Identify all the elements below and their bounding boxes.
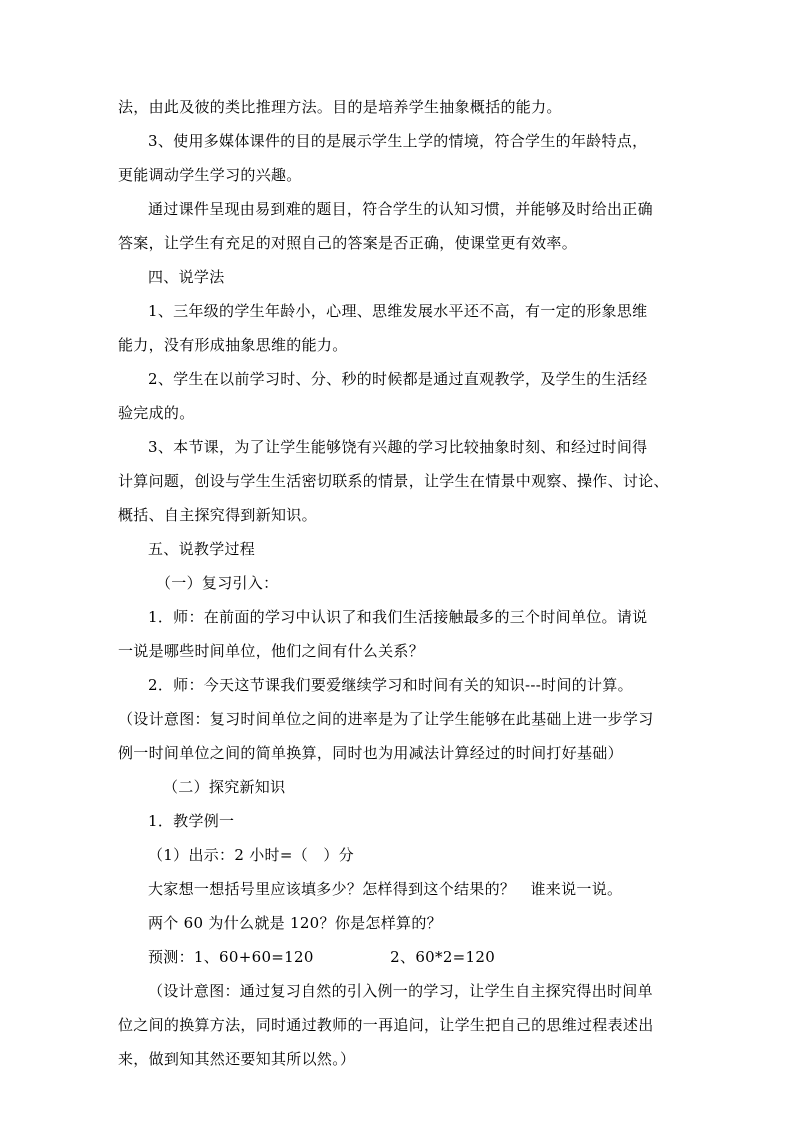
text-line: 位之间的换算方法，同时通过教师的一再追问，让学生把自己的思维过程表述出 — [118, 1016, 654, 1034]
text-line: 2．师：今天这节课我们要爱继续学习和时间有关的知识---时间的计算。 — [148, 676, 633, 694]
text-line: 3、使用多媒体课件的目的是展示学生上学的情境，符合学生的年龄特点， — [148, 132, 648, 150]
text-line: 验完成的。 — [118, 404, 195, 422]
text-line: （设计意图：复习时间单位之间的进率是为了让学生能够在此基础上进一步学习 — [118, 710, 654, 728]
text-line: 1．教学例一 — [148, 812, 235, 830]
text-line: 1．师：在前面的学习中认识了和我们生活接触最多的三个时间单位。请说 — [148, 608, 648, 626]
section-heading: 五、说教学过程 — [148, 540, 256, 558]
text-line: 更能调动学生学习的兴趣。 — [118, 166, 302, 184]
text-line: 能力，没有形成抽象思维的能力。 — [118, 336, 348, 354]
text-line: 通过课件呈现由易到难的题目，符合学生的认知习惯，并能够及时给出正确 — [148, 200, 653, 218]
text-line: 来，做到知其然还要知其所以然。） — [118, 1050, 356, 1068]
document-body — [118, 98, 678, 1069]
text-line: 3、本节课，为了让学生能够饶有兴趣的学习比较抽象时刻、和经过时间得 — [148, 438, 648, 456]
text-line: （设计意图：通过复习自然的引入例一的学习，让学生自主探究得出时间单 — [148, 982, 653, 1000]
section-heading: 四、说学法 — [148, 268, 225, 286]
subsection-heading: （一）复习引入： — [156, 574, 279, 592]
subsection-heading: （二）探究新知识 — [163, 778, 286, 796]
text-line: 计算问题，创设与学生生活密切联系的情景，让学生在情景中观察、操作、讨论、 — [118, 472, 669, 490]
text-line: （1）出示：2 小时=（ ）分 — [148, 846, 354, 864]
text-line: 一说是哪些时间单位，他们之间有什么关系？ — [118, 642, 425, 660]
text-line: 2、学生在以前学习时、分、秒的时候都是通过直观教学，及学生的生活经 — [148, 370, 648, 388]
text-line: 两个 60 为什么就是 120？你是怎样算的？ — [148, 914, 442, 932]
text-line: 预测：1、60+60=120 2、60*2=120 — [148, 948, 496, 966]
text-line: 大家想一想括号里应该填多少？怎样得到这个结果的？ 谁来说一说。 — [148, 880, 623, 898]
text-line: 例一时间单位之间的简单换算，同时也为用减法计算经过的时间打好基础） — [118, 744, 623, 762]
text-line: 概括、自主探究得到新知识。 — [118, 506, 317, 524]
text-line: 法，由此及彼的类比推理方法。目的是培养学生抽象概括的能力。 — [118, 98, 562, 116]
text-line: 1、三年级的学生年龄小，心理、思维发展水平还不高，有一定的形象思维 — [148, 302, 648, 320]
text-line: 答案，让学生有充足的对照自己的答案是否正确，使课堂更有效率。 — [118, 234, 578, 252]
